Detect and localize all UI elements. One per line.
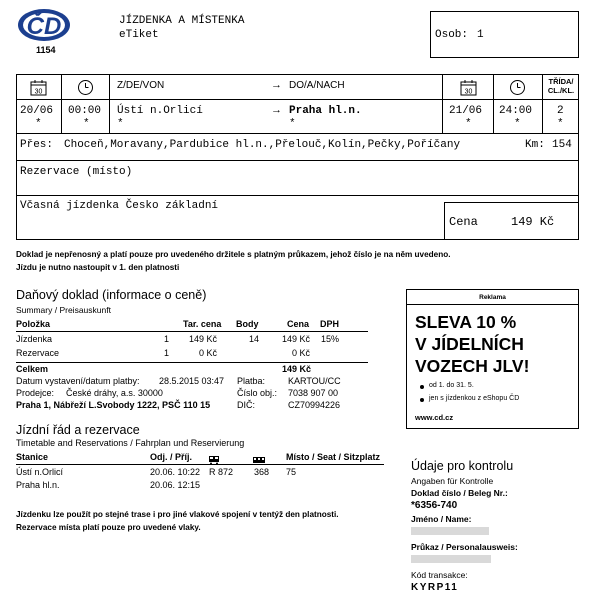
class-value: 2 — [557, 105, 564, 117]
reservation-text: Rezervace (místo) — [20, 166, 133, 178]
to-label: DO/A/NACH — [289, 80, 345, 91]
timetable-table — [16, 449, 386, 494]
ad-headline: SLEVA 10 % — [415, 312, 517, 332]
cd-logo-icon — [16, 7, 72, 43]
from-station: Ústí n.Orlicí — [117, 105, 203, 117]
price-label: Cena — [449, 215, 478, 229]
payment-value: KARTOU/CC — [288, 376, 341, 386]
via-label: Přes: — [20, 139, 54, 151]
timetable-subtitle: Timetable and Reservations / Fahrplan und Reservierung — [16, 438, 245, 448]
tax-row-points: 14 — [249, 334, 260, 344]
to-station: Praha hl.n. — [289, 105, 362, 117]
tax-row-tar: 0 Kč — [199, 348, 218, 358]
ad-headline-3: VOZECH JLV! — [415, 356, 530, 376]
th-station: Stanice — [16, 452, 49, 462]
svg-text:ČD: ČD — [26, 13, 62, 40]
doc-number-value: *6356-740 — [411, 500, 458, 511]
ad-url[interactable]: www.cd.cz — [415, 413, 454, 422]
transaction-code: KYRP11 — [411, 582, 459, 593]
tax-row-qty: 1 — [164, 348, 170, 358]
arrow-icon: → — [271, 104, 282, 116]
th-item: Položka — [16, 319, 51, 329]
advertisement-box — [406, 289, 579, 429]
ad-headline-2: V JÍDELNÍCH — [415, 334, 524, 354]
order-label: Číslo obj.: — [237, 388, 278, 398]
timetable-note-2: Rezervace místa platí pouze pro uvedené vlaky. — [16, 523, 201, 532]
transaction-label: Kód transakce: — [411, 570, 468, 580]
clock-icon — [509, 79, 526, 96]
arrival-date: 21/06 — [449, 105, 483, 117]
order-value: 7038 907 00 — [288, 388, 339, 398]
persons-value: 1 — [477, 29, 484, 41]
tax-row-item: Jízdenka — [16, 334, 53, 344]
arrow-icon: → — [271, 79, 282, 91]
calendar-icon — [460, 79, 477, 96]
seller-address: Praha 1, Nábřeží L.Svobody 1222, PSČ 110 15 — [16, 400, 211, 410]
timetable-train: R 872 — [209, 467, 234, 477]
th-points: Body — [236, 319, 259, 329]
star: * — [35, 118, 42, 130]
validity-notice: Doklad je nepřenosný a platí pouze pro uvedeného držitele s platným průkazem, jehož číslo je na něm uvedeno. — [16, 250, 451, 259]
name-label: Jméno / Name: — [411, 514, 472, 524]
tax-row-price: 149 Kč — [282, 334, 311, 344]
ad-bullet-2: jen s jízdenkou z eShopu ČD — [429, 395, 520, 402]
cd-logo — [16, 7, 72, 43]
svg-text:30: 30 — [34, 88, 43, 96]
th-tar-price: Tar. cena — [183, 319, 222, 329]
total-label: Celkem — [16, 364, 49, 374]
timetable-time: 20.06. 10:22 — [150, 467, 201, 477]
timetable-time: 20.06. 12:15 — [150, 480, 201, 490]
svg-text:30: 30 — [464, 88, 473, 96]
tax-row-qty: 1 — [164, 334, 170, 344]
tax-row-tar: 149 Kč — [189, 334, 218, 344]
star: * — [289, 118, 296, 130]
departure-time: 00:00 — [68, 105, 102, 117]
class-label: TŘÍDA/ CL./KL. — [547, 77, 575, 95]
th-dep-arr: Odj. / Příj. — [150, 452, 193, 462]
timetable-car: 368 — [254, 467, 270, 477]
km-label: Km: — [525, 139, 545, 151]
doc-number-label: Doklad číslo / Beleg Nr.: — [411, 488, 508, 498]
km-value: 154 — [552, 139, 572, 151]
timetable-station: Praha hl.n. — [16, 480, 60, 490]
price-value: 149 Kč — [511, 215, 555, 229]
price-box — [444, 202, 579, 240]
departure-date: 20/06 — [20, 105, 54, 117]
timetable-title: Jízdní řád a rezervace — [16, 423, 140, 437]
timetable-station: Ústí n.Orlicí — [16, 467, 64, 477]
from-label: Z/DE/VON — [117, 80, 165, 91]
control-subtitle: Angaben für Kontrolle — [411, 476, 494, 486]
validity-notice-2: Jízdu je nutno nastoupit v 1. den platnosti — [16, 263, 180, 272]
bullet-icon — [420, 398, 424, 402]
seller-value: České dráhy, a.s. 30000 — [66, 388, 163, 398]
ticket-title: JÍZDENKA A MÍSTENKA — [119, 15, 245, 27]
star: * — [514, 118, 521, 130]
tax-row-item: Rezervace — [16, 348, 60, 358]
via-stations: Choceň,Moravany,Pardubice hl.n.,Přelouč,Kolín,Pečky,Poříčany — [64, 139, 461, 151]
arrival-time: 24:00 — [499, 105, 533, 117]
tax-title: Daňový doklad (informace o ceně) — [16, 288, 207, 302]
tax-row-price: 0 Kč — [292, 348, 311, 358]
ticket-subtitle: eTiket — [119, 29, 159, 41]
issued-label: Datum vystavení/datum platby: — [16, 376, 140, 386]
calendar-icon — [30, 79, 47, 96]
seller-label: Prodejce: — [16, 388, 55, 398]
dic-label: DIČ: — [237, 400, 255, 410]
name-redacted — [411, 527, 489, 535]
th-price: Cena — [287, 319, 310, 329]
th-seat: Místo / Seat / Sitzplatz — [286, 452, 381, 462]
fare-type: Včasná jízdenka Česko základní — [20, 200, 219, 212]
payment-label: Platba: — [237, 376, 266, 386]
journey-table — [16, 74, 579, 196]
persons-box — [430, 11, 579, 58]
tax-table — [16, 316, 386, 376]
star: * — [465, 118, 472, 130]
issued-value: 28.5.2015 03:47 — [159, 376, 225, 386]
logo-number: 1154 — [36, 45, 56, 55]
clock-icon — [77, 79, 94, 96]
star: * — [117, 118, 124, 130]
dic-value: CZ70994226 — [288, 400, 341, 410]
persons-label: Osob: — [435, 29, 469, 41]
tax-row-vat: 15% — [321, 334, 340, 344]
star: * — [83, 118, 90, 130]
tax-subtitle: Summary / Preisauskunft — [16, 305, 111, 315]
id-label: Průkaz / Personalausweis: — [411, 542, 518, 552]
id-redacted — [411, 555, 491, 563]
total-value: 149 Kč — [282, 364, 312, 374]
control-title: Údaje pro kontrolu — [411, 459, 514, 473]
ad-bullet: od 1. do 31. 5. — [429, 382, 474, 389]
bullet-icon — [420, 385, 424, 389]
ad-label: Reklama — [479, 294, 506, 301]
timetable-note: Jízdenku lze použít po stejné trase i pro jiné vlakové spojení v tentýž den platnosti. — [16, 510, 339, 519]
star: * — [557, 118, 564, 130]
timetable-seat: 75 — [286, 467, 297, 477]
th-vat: DPH — [320, 319, 340, 329]
